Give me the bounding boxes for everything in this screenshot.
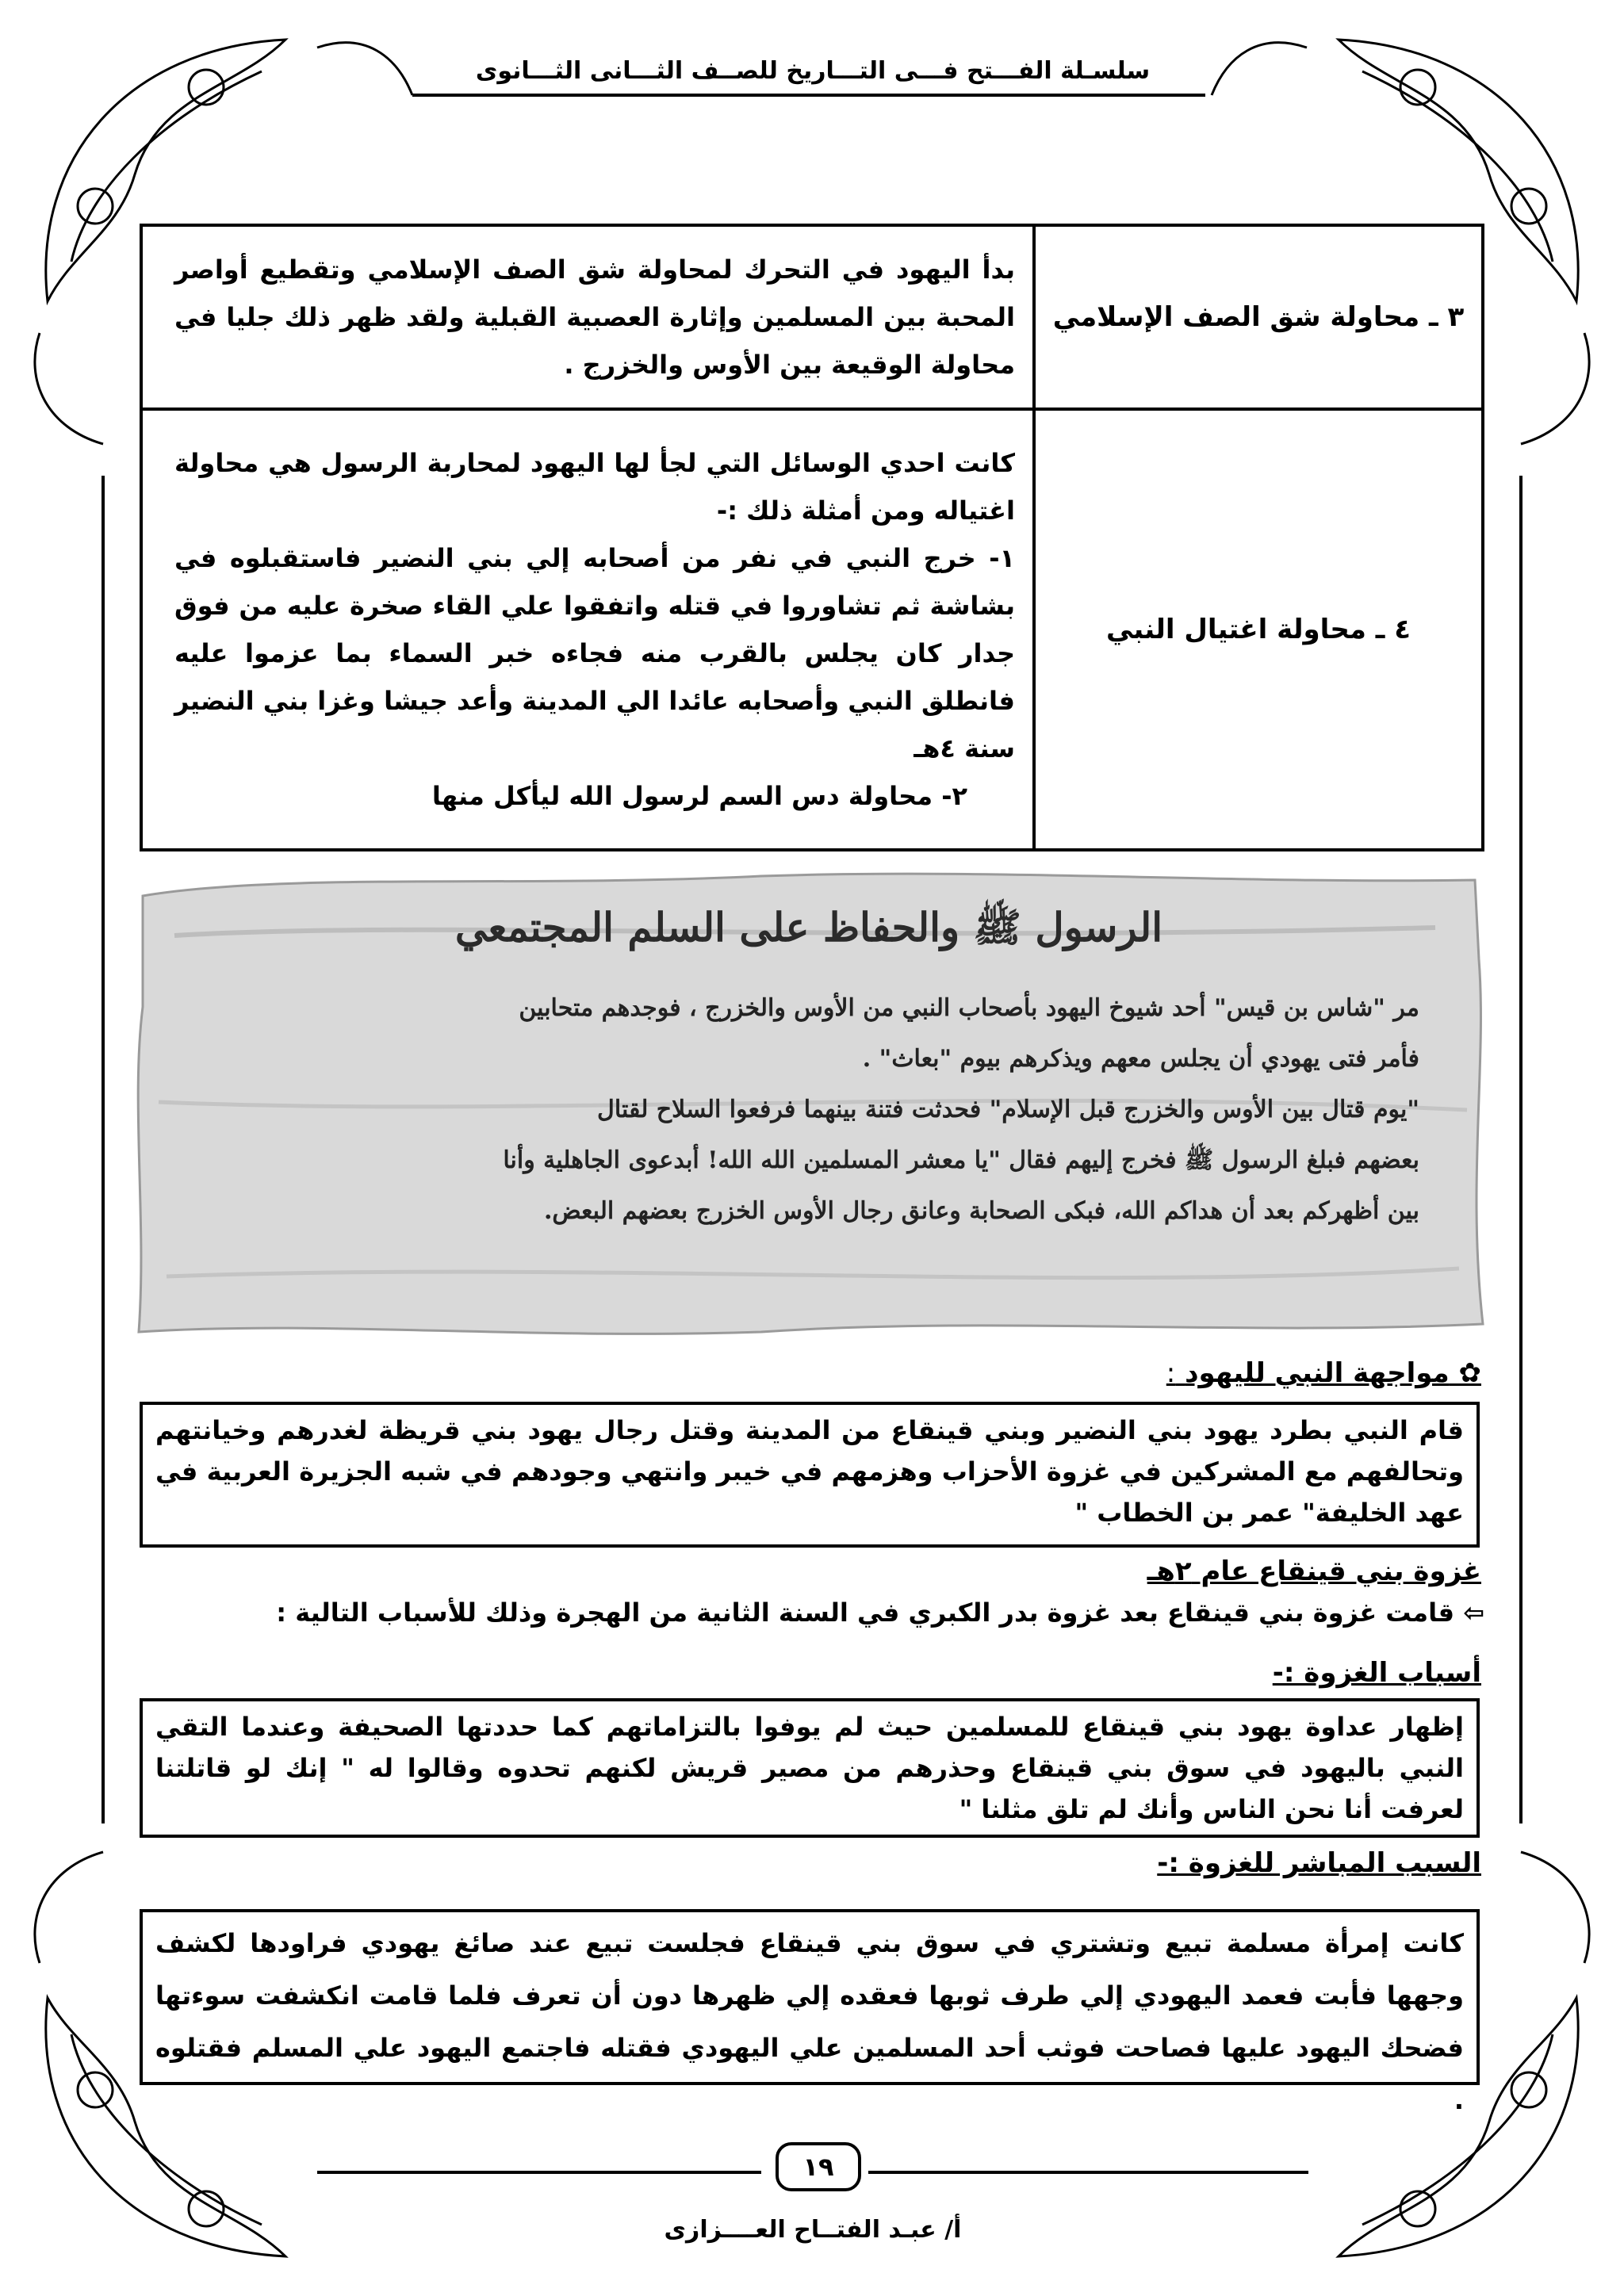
topic-cell: ٣ ـ محاولة شق الصف الإسلامي: [1034, 225, 1483, 409]
author-name: أ/ عبـد الفتــاح العــــزازى: [664, 2216, 962, 2244]
direct-cause-box: [140, 1909, 1480, 2115]
flower-icon: ✿: [1458, 1357, 1481, 1389]
description-paragraph: كانت احدي الوسائل التي لجأ لها اليهود لمحاربة الرسول هي محاولة اغتياله ومن أمثلة ذلك :-: [174, 448, 1015, 526]
description-paragraph: ١- خرج النبي في نفر من أصحابه إلي بني النضير فاستقبلوه في بشاشة ثم تشاوروا في قتله واتفقوا علي القاء صخرة عليه من فوق جدار كان يجلس بالقرب منه فجاءه خبر السماء بما عزموا عليه فانطلق النبي وأصحابه عائدا الي المدينة وأعد جيشا وغزا بني النضير سنة ٤هـ: [174, 543, 1015, 763]
table-row: [141, 225, 1483, 409]
direct-cause-heading: السبب المباشر للغزوة :-: [1157, 1847, 1481, 1879]
table-row: [141, 409, 1483, 850]
direct-cause-text: كانت إمرأة مسلمة تبيع وتشتري في سوق بني قينقاع فجلست تبيع عند صائغ يهودي فراودها لكشف وجهها فأبت فعمد اليهودي إلي طرف ثوبها فعقده إلي ظهرها دون أن تعرف فلما قامت انكشفت سوءتها فضحك اليهود عليها فصاحت فوثب أحد المسلمين علي اليهودي فقتله فاجتمع اليهود علي المسلم فقتلوه .: [155, 1928, 1464, 2115]
qaynuqa-heading: غزوة بني قينقاع عام ٢هـ: [1147, 1556, 1481, 1587]
parchment-text: [214, 983, 1419, 1237]
causes-box: [140, 1698, 1480, 1838]
arrow-left-icon: ⇦: [1463, 1598, 1484, 1628]
topic-cell: ٤ ـ محاولة اغتيال النبي: [1034, 409, 1483, 850]
series-title: سلسـلة الفـــتح فـــى التـــاريخ للصــف الثـــانى الثـــانوى: [475, 57, 1151, 85]
qaynuqa-bullet-text: قامت غزوة بني قينقاع بعد غزوة بدر الكبري في السنة الثانية من الهجرة وذلك للأسباب التالية :: [276, 1598, 1455, 1628]
causes-text: إظهار عداوة يهود بني قينقاع للمسلمين حيث لم يوفوا بالتزاماتهم كما حددتها الصحيفة وعندما التقي النبي باليهود في سوق بني قينقاع وحذرهم من مصير قريش لكنهم تحدوه وقالوا له " إنك لو قاتلتنا لعرفت أنا نحن الناس وأنك لم تلق مثلنا ": [155, 1712, 1464, 1824]
page-number: ١٩: [776, 2142, 861, 2191]
parchment-line: بين أظهركم بعد أن هداكم الله، فبكى الصحابة وعانق رجال الأوس الخزرج بعضهم البعض.: [543, 1197, 1419, 1225]
parchment-line: بعضهم فبلغ الرسول ﷺ فخرج إليهم فقال "يا معشر المسلمين الله الله! أبدعوى الجاهلية وأنا: [503, 1146, 1419, 1174]
qaynuqa-bullet: [144, 1594, 1484, 1632]
causes-heading: أسباب الغزوة :-: [1272, 1657, 1481, 1689]
description-cell: [141, 225, 1034, 409]
parchment-line: "يوم قتال بين الأوس والخزرج قبل الإسلام" فحدثت فتنة بينهما فرفعوا السلاح لقتال: [597, 1096, 1419, 1123]
parchment-line: فأمر فتى يهودي أن يجلس معهم ويذكرهم بيوم "بعاث" .: [862, 1045, 1419, 1073]
confrontation-text: قام النبي بطرد يهود بني النضير وبني قينقاع من المدينة وقتل رجال يهود بني قريظة لغدرهم وخيانتهم وتحالفهم مع المشركين في غزوة الأحزاب وهزمهم في خيبر وانتهي وجودهم في شبه الجزيرة العربية في عهد الخليفة" عمر بن الخطاب ": [155, 1415, 1464, 1528]
description-cell: [141, 409, 1034, 850]
description-paragraph: بدأ اليهود في التحرك لمحاولة شق الصف الإسلامي وتقطيع أواصر المحبة بين المسلمين وإثارة العصبية القبلية ولقد ظهر ذلك جليا في محاولة الوقيعة بين الأوس والخزرج .: [174, 254, 1015, 380]
topics-table: [140, 224, 1484, 851]
confrontation-heading: ✿ مواجهة النبي لليهود :: [1166, 1357, 1481, 1389]
parchment-line: مر "شاس بن قيس" أحد شيوخ اليهود بأصحاب النبي من الأوس والخزرج ، فوجدهم متحابين: [519, 994, 1419, 1022]
confrontation-box: [140, 1402, 1480, 1548]
parchment-quote: [127, 864, 1491, 1340]
description-paragraph: ٢- محاولة دس السم لرسول الله ليأكل منها: [431, 781, 967, 811]
parchment-title: الرسول ﷺ والحفاظ على السلم المجتمعي: [454, 904, 1163, 951]
